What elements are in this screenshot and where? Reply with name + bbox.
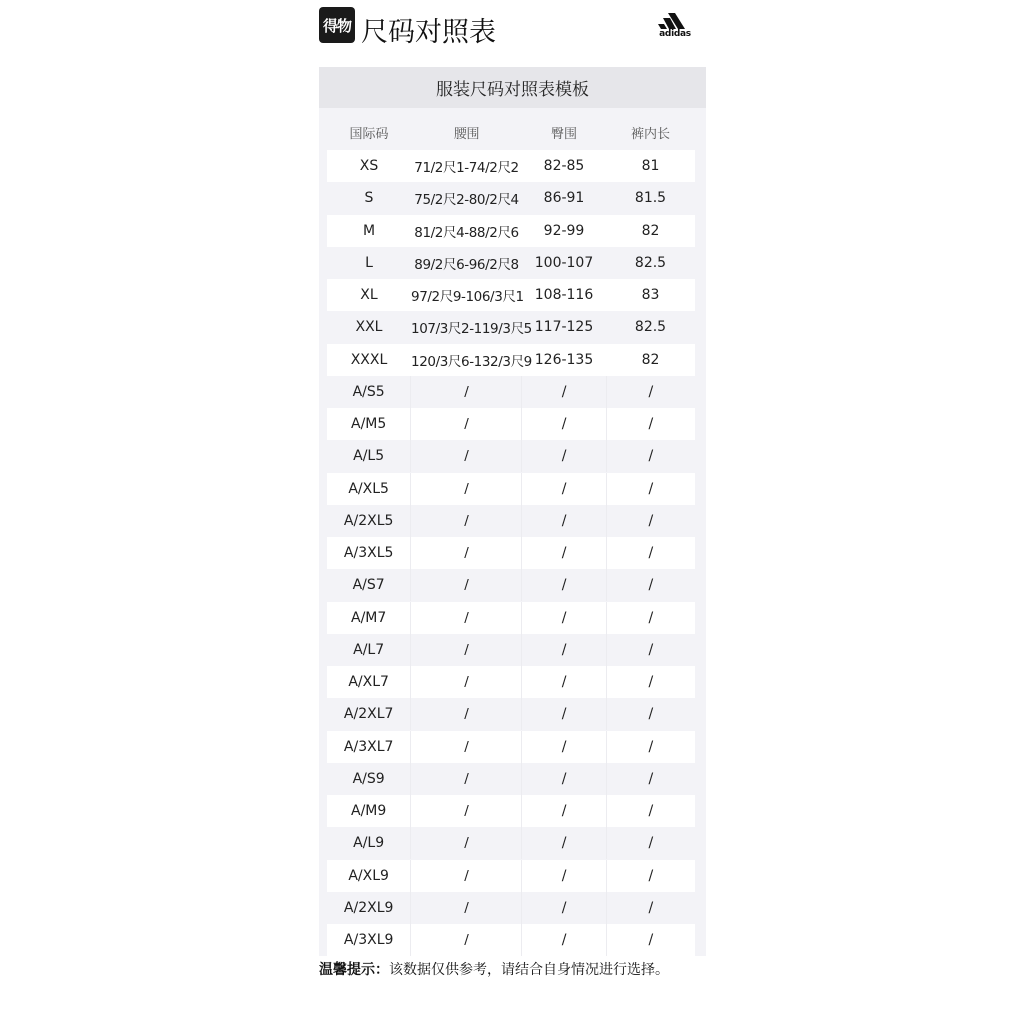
- table-cell: A/3XL5: [327, 537, 411, 569]
- table-cell: /: [522, 827, 606, 859]
- table-cell: /: [522, 666, 606, 698]
- table-row: [327, 924, 695, 956]
- table-cell: 81.5: [634, 190, 667, 207]
- table-cell: /: [522, 602, 606, 634]
- table-row: [327, 537, 695, 569]
- table-cell: /: [522, 860, 606, 892]
- table-cell: A/L7: [327, 634, 411, 666]
- table-cell: A/2XL5: [327, 505, 411, 537]
- table-row: [327, 182, 695, 214]
- table-cell: 82-85: [543, 158, 585, 175]
- table-cell: /: [411, 892, 522, 924]
- table-cell: 100-107: [534, 254, 594, 271]
- table-cell: /: [648, 416, 654, 433]
- adidas-stripes-icon: [655, 13, 695, 29]
- table-row: [327, 408, 695, 440]
- table-cell: 126-135: [534, 351, 594, 368]
- column-header: 腰围: [453, 126, 480, 142]
- table-cell: /: [411, 408, 522, 440]
- table-cell: A/3XL9: [327, 924, 411, 956]
- table-cell: /: [411, 860, 522, 892]
- table-cell: /: [648, 738, 654, 755]
- table-cell: /: [648, 480, 654, 497]
- table-row: [327, 311, 695, 343]
- table-cell: /: [522, 440, 606, 472]
- table-row: [327, 473, 695, 505]
- table-cell: S: [364, 190, 374, 207]
- table-cell: /: [648, 867, 654, 884]
- table-cell: A/XL5: [327, 473, 411, 505]
- table-row: [327, 860, 695, 892]
- table-cell: 86-91: [543, 190, 585, 207]
- table-cell: /: [522, 376, 606, 408]
- table-cell: /: [522, 763, 606, 795]
- table-row: [327, 150, 695, 182]
- table-row: [327, 698, 695, 730]
- table-cell: /: [411, 634, 522, 666]
- table-cell: XXL: [355, 319, 383, 336]
- table-cell: /: [648, 512, 654, 529]
- table-cell: /: [522, 924, 606, 956]
- table-cell: /: [648, 803, 654, 820]
- table-cell: 97/2尺9-106/3尺1: [411, 289, 524, 306]
- table-cell: /: [522, 634, 606, 666]
- page-title: 尺码对照表: [361, 17, 496, 48]
- table-row: [327, 215, 695, 247]
- table-cell: /: [411, 473, 522, 505]
- table-cell: /: [648, 770, 654, 787]
- table-cell: 120/3尺6-132/3尺9: [411, 353, 532, 370]
- table-cell: /: [648, 674, 654, 691]
- table-cell: 82.5: [634, 319, 667, 336]
- size-chart-panel: [319, 67, 706, 956]
- table-cell: XS: [359, 158, 379, 175]
- table-cell: 81/2尺4-88/2尺6: [414, 224, 519, 241]
- table-cell: 82.5: [634, 254, 667, 271]
- table-row: [327, 344, 695, 376]
- table-cell: A/S7: [327, 569, 411, 601]
- table-cell: 107/3尺2-119/3尺5: [411, 321, 532, 338]
- table-cell: /: [411, 731, 522, 763]
- table-cell: /: [648, 932, 654, 949]
- table-cell: /: [411, 795, 522, 827]
- table-cell: 82: [641, 351, 660, 368]
- table-cell: /: [522, 892, 606, 924]
- table-cell: 92-99: [543, 222, 585, 239]
- table-cell: 83: [641, 287, 660, 304]
- table-cell: A/M7: [327, 602, 411, 634]
- brand-name: adidas: [659, 29, 691, 39]
- table-row: [327, 731, 695, 763]
- table-cell: A/L9: [327, 827, 411, 859]
- adidas-logo: [655, 13, 695, 39]
- table-cell: 117-125: [534, 319, 594, 336]
- table-cell: XXXL: [350, 351, 388, 368]
- table-cell: /: [648, 609, 654, 626]
- table-cell: A/3XL7: [327, 731, 411, 763]
- table-cell: A/M9: [327, 795, 411, 827]
- column-header: 臀围: [550, 126, 577, 142]
- table-cell: /: [648, 641, 654, 658]
- table-title: 服装尺码对照表模板: [319, 67, 706, 108]
- table-cell: /: [522, 408, 606, 440]
- column-header: 国际码: [349, 126, 389, 142]
- table-cell: /: [648, 899, 654, 916]
- table-cell: /: [648, 835, 654, 852]
- table-row: [327, 763, 695, 795]
- table-row: [327, 569, 695, 601]
- table-row: [327, 602, 695, 634]
- table-cell: 71/2尺1-74/2尺2: [414, 160, 519, 177]
- table-row: [327, 247, 695, 279]
- table-cell: /: [411, 827, 522, 859]
- table-cell: /: [648, 383, 654, 400]
- table-cell: /: [411, 698, 522, 730]
- table-row: [327, 279, 695, 311]
- table-row: [327, 376, 695, 408]
- table-cell: 108-116: [534, 287, 594, 304]
- table-cell: A/XL7: [327, 666, 411, 698]
- table-cell: A/S9: [327, 763, 411, 795]
- table-row: [327, 666, 695, 698]
- table-cell: A/M5: [327, 408, 411, 440]
- table-cell: XL: [360, 287, 378, 304]
- table-row: [327, 795, 695, 827]
- table-cell: /: [411, 569, 522, 601]
- table-cell: /: [522, 698, 606, 730]
- footer-text: 该数据仅供参考，请结合自身情况进行选择。: [389, 962, 669, 978]
- table-cell: /: [522, 569, 606, 601]
- table-cell: /: [522, 537, 606, 569]
- table-cell: /: [411, 763, 522, 795]
- table-cell: L: [365, 254, 373, 271]
- table-cell: /: [522, 505, 606, 537]
- table-cell: /: [648, 545, 654, 562]
- table-cell: /: [411, 924, 522, 956]
- table-cell: A/2XL9: [327, 892, 411, 924]
- table-cell: 75/2尺2-80/2尺4: [414, 192, 519, 209]
- table-cell: /: [522, 473, 606, 505]
- footer-label: 温馨提示：: [319, 962, 389, 978]
- table-cell: A/L5: [327, 440, 411, 472]
- table-row: [327, 505, 695, 537]
- table-cell: A/2XL7: [327, 698, 411, 730]
- table-cell: M: [362, 222, 376, 239]
- table-cell: 82: [641, 222, 660, 239]
- table-cell: /: [411, 602, 522, 634]
- table-cell: /: [411, 666, 522, 698]
- table-cell: /: [411, 537, 522, 569]
- table-cell: /: [522, 795, 606, 827]
- table-cell: /: [648, 577, 654, 594]
- table-cell: 89/2尺6-96/2尺8: [414, 256, 519, 273]
- dewu-logo: [319, 7, 355, 43]
- table-cell: /: [411, 505, 522, 537]
- column-header: 裤内长: [630, 126, 670, 142]
- table-cell: /: [522, 731, 606, 763]
- table-cell: A/S5: [327, 376, 411, 408]
- table-row: [327, 634, 695, 666]
- footer-note: [319, 960, 669, 980]
- table-cell: A/XL9: [327, 860, 411, 892]
- table-cell: /: [648, 448, 654, 465]
- dewu-logo-text: 得物: [322, 16, 351, 35]
- column-header-row: [327, 115, 695, 149]
- table-row: [327, 827, 695, 859]
- table-cell: 81: [641, 158, 660, 175]
- table-cell: /: [411, 440, 522, 472]
- table-row: [327, 892, 695, 924]
- table-row: [327, 440, 695, 472]
- table-cell: /: [411, 376, 522, 408]
- table-cell: /: [648, 706, 654, 723]
- size-table-body: [327, 150, 695, 956]
